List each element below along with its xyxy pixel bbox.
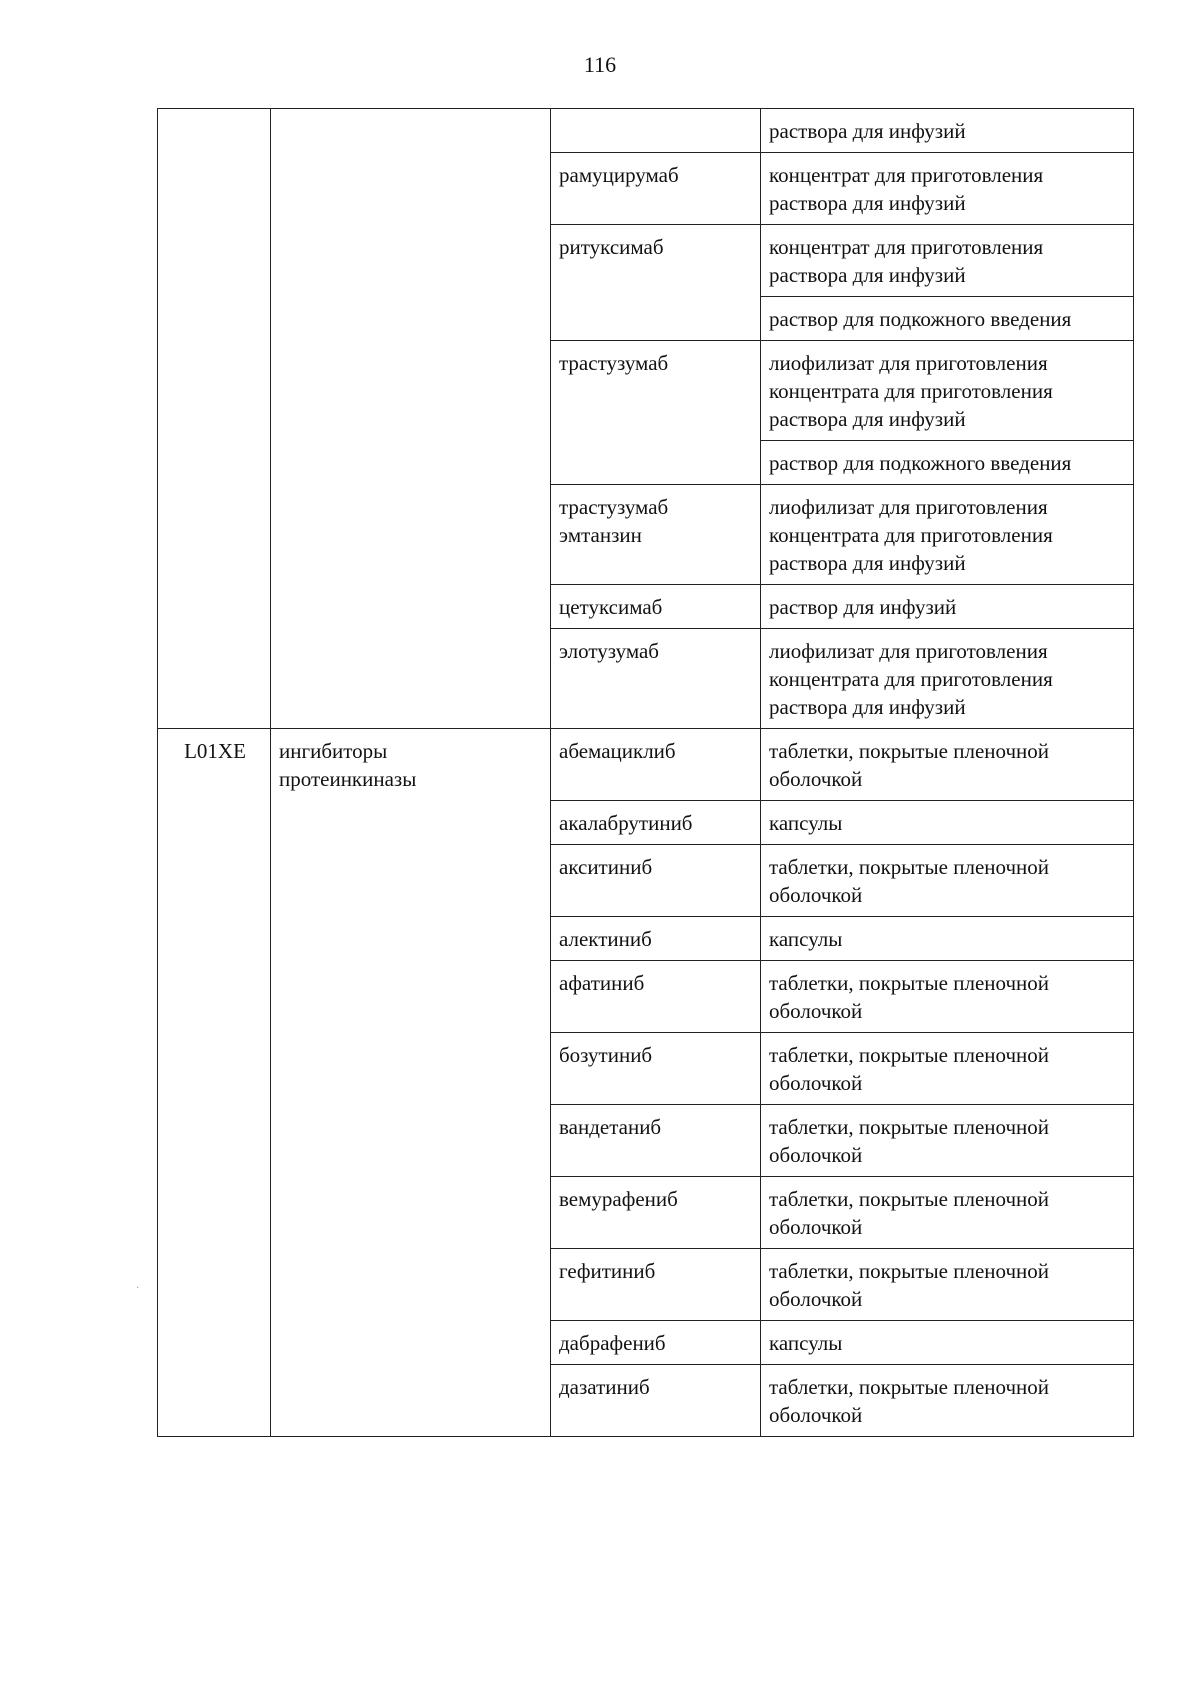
dosage-form-cell: лиофилизат для приготовления концентрата для приготовления раствора для инфузий [761, 629, 1134, 729]
drug-name-cell: абемациклиб [551, 729, 761, 801]
table-body [158, 109, 1134, 1437]
drug-name-cell: вандетаниб [551, 1105, 761, 1177]
drug-name-cell: рамуцирумаб [551, 153, 761, 225]
drug-name-cell: афатиниб [551, 961, 761, 1033]
table-row [158, 729, 1134, 801]
dosage-form-cell: лиофилизат для приготовления концентрата для приготовления раствора для инфузий [761, 341, 1134, 441]
table-row [158, 109, 1134, 153]
drug-name-cell: цетуксимаб [551, 585, 761, 629]
atc-code-cell: L01XE [158, 729, 271, 1437]
page-number: 116 [583, 52, 617, 77]
drug-name-cell: вемурафениб [551, 1177, 761, 1249]
drug-name-cell: трастузумаб [551, 341, 761, 485]
dosage-form-cell: капсулы [761, 801, 1134, 845]
dosage-form-cell: таблетки, покрытые пленочной оболочкой [761, 1365, 1134, 1437]
drug-name-cell: гефитиниб [551, 1249, 761, 1321]
scan-mark: · [136, 1283, 140, 1294]
drug-name-cell: акалабрутиниб [551, 801, 761, 845]
dosage-form-cell: таблетки, покрытые пленочной оболочкой [761, 1249, 1134, 1321]
drug-name-cell [551, 109, 761, 153]
dosage-form-cell: концентрат для приготовления раствора для инфузий [761, 225, 1134, 297]
dosage-form-cell: раствор для инфузий [761, 585, 1134, 629]
dosage-form-cell: раствор для подкожного введения [761, 297, 1134, 341]
drug-name-cell: бозутиниб [551, 1033, 761, 1105]
drug-name-cell: элотузумаб [551, 629, 761, 729]
dosage-form-cell: лиофилизат для приготовления концентрата для приготовления раствора для инфузий [761, 485, 1134, 585]
dosage-form-cell: капсулы [761, 1321, 1134, 1365]
dosage-form-cell: концентрат для приготовления раствора для инфузий [761, 153, 1134, 225]
dosage-form-cell: таблетки, покрытые пленочной оболочкой [761, 845, 1134, 917]
pharmacological-group-cell: ингибиторы протеинкиназы [271, 729, 551, 1437]
dosage-form-cell: таблетки, покрытые пленочной оболочкой [761, 1105, 1134, 1177]
dosage-form-cell: таблетки, покрытые пленочной оболочкой [761, 729, 1134, 801]
drug-name-cell: дабрафениб [551, 1321, 761, 1365]
drug-name-cell: ритуксимаб [551, 225, 761, 341]
drug-name-cell: трастузумаб эмтанзин [551, 485, 761, 585]
pharmacological-group-cell [271, 109, 551, 729]
dosage-form-cell: таблетки, покрытые пленочной оболочкой [761, 1177, 1134, 1249]
dosage-form-cell: капсулы [761, 917, 1134, 961]
dosage-form-cell: таблетки, покрытые пленочной оболочкой [761, 1033, 1134, 1105]
dosage-form-cell: раствор для подкожного введения [761, 441, 1134, 485]
drug-name-cell: алектиниб [551, 917, 761, 961]
drug-name-cell: дазатиниб [551, 1365, 761, 1437]
dosage-form-cell: раствора для инфузий [761, 109, 1134, 153]
drug-table [157, 108, 1134, 1437]
drug-name-cell: акситиниб [551, 845, 761, 917]
dosage-form-cell: таблетки, покрытые пленочной оболочкой [761, 961, 1134, 1033]
atc-code-cell [158, 109, 271, 729]
